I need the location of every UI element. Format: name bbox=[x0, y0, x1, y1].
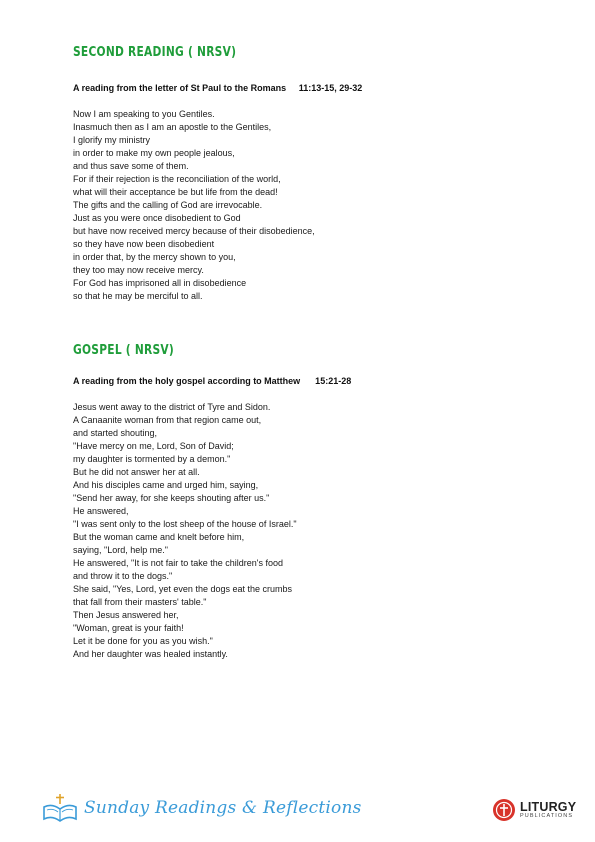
reading-line: Let it be done for you as you wish." bbox=[73, 636, 213, 646]
reading-line: And his disciples came and urged him, saying, bbox=[73, 480, 259, 490]
reading-line: my daughter is tormented by a demon." bbox=[73, 454, 231, 464]
liturgy-logo-icon bbox=[492, 798, 516, 822]
gospel-title: GOSPEL ( NRSV) bbox=[73, 343, 175, 358]
reading-line: "Woman, great is your faith! bbox=[73, 623, 184, 633]
reading-line: and started shouting, bbox=[73, 428, 158, 438]
reading-line: "Send her away, for she keeps shouting after us." bbox=[73, 493, 270, 503]
reading-line: The gifts and the calling of God are irrevocable. bbox=[73, 200, 263, 210]
reading-line: He answered, "It is not fair to take the children's food bbox=[73, 558, 284, 568]
reading-line: so they have now been disobedient bbox=[73, 239, 215, 249]
reading-line: Now I am speaking to you Gentiles. bbox=[73, 109, 215, 119]
reading-line: Inasmuch then as I am an apostle to the Gentiles, bbox=[73, 122, 272, 132]
reading-line: "Have mercy on me, Lord, Son of David; bbox=[73, 441, 234, 451]
reading-line: Just as you were once disobedient to God bbox=[73, 213, 241, 223]
publisher-logo bbox=[492, 795, 576, 825]
footer-brand bbox=[40, 791, 362, 825]
reading-line: and throw it to the dogs." bbox=[73, 571, 173, 581]
publisher-name: LITURGY bbox=[520, 799, 577, 814]
second-reading-text bbox=[73, 108, 315, 303]
reading-line: For God has imprisoned all in disobedience bbox=[73, 278, 247, 288]
reading-line: A Canaanite woman from that region came out, bbox=[73, 415, 262, 425]
reading-line: but have now received mercy because of their disobedience, bbox=[73, 226, 315, 236]
reading-line: "I was sent only to the lost sheep of the house of Israel." bbox=[73, 519, 297, 529]
reading-line: I glorify my ministry bbox=[73, 135, 151, 145]
second-reading-subheading: A reading from the letter of St Paul to the Romans 11:13-15, 29-32 bbox=[73, 83, 363, 93]
reading-line: And her daughter was healed instantly. bbox=[73, 649, 228, 659]
second-reading-title: SECOND READING ( NRSV) bbox=[73, 45, 237, 60]
reading-line: what will their acceptance be but life from the dead! bbox=[73, 187, 278, 197]
reading-line: and thus save some of them. bbox=[73, 161, 189, 171]
gospel-text bbox=[73, 401, 297, 661]
reading-line: For if their rejection is the reconciliation of the world, bbox=[73, 174, 281, 184]
reading-line: Then Jesus answered her, bbox=[73, 610, 179, 620]
reading-line: But the woman came and knelt before him, bbox=[73, 532, 245, 542]
reading-line: they too may now receive mercy. bbox=[73, 265, 204, 275]
reading-line: in order that, by the mercy shown to you, bbox=[73, 252, 236, 262]
reading-line: so that he may be merciful to all. bbox=[73, 291, 203, 301]
reading-line: in order to make my own people jealous, bbox=[73, 148, 235, 158]
brand-name: Sunday Readings & Reflections bbox=[84, 798, 362, 818]
open-book-cross-icon bbox=[40, 793, 80, 823]
reading-line: He answered, bbox=[73, 506, 129, 516]
reading-line: But he did not answer her at all. bbox=[73, 467, 200, 477]
gospel-subheading: A reading from the holy gospel according to Matthew 15:21-28 bbox=[73, 376, 352, 386]
reading-line: saying, "Lord, help me." bbox=[73, 545, 168, 555]
reading-line: She said, "Yes, Lord, yet even the dogs eat the crumbs bbox=[73, 584, 292, 594]
reading-line: Jesus went away to the district of Tyre and Sidon. bbox=[73, 402, 271, 412]
publisher-subtitle: PUBLICATIONS bbox=[520, 813, 574, 819]
reading-line: that fall from their masters' table." bbox=[73, 597, 207, 607]
